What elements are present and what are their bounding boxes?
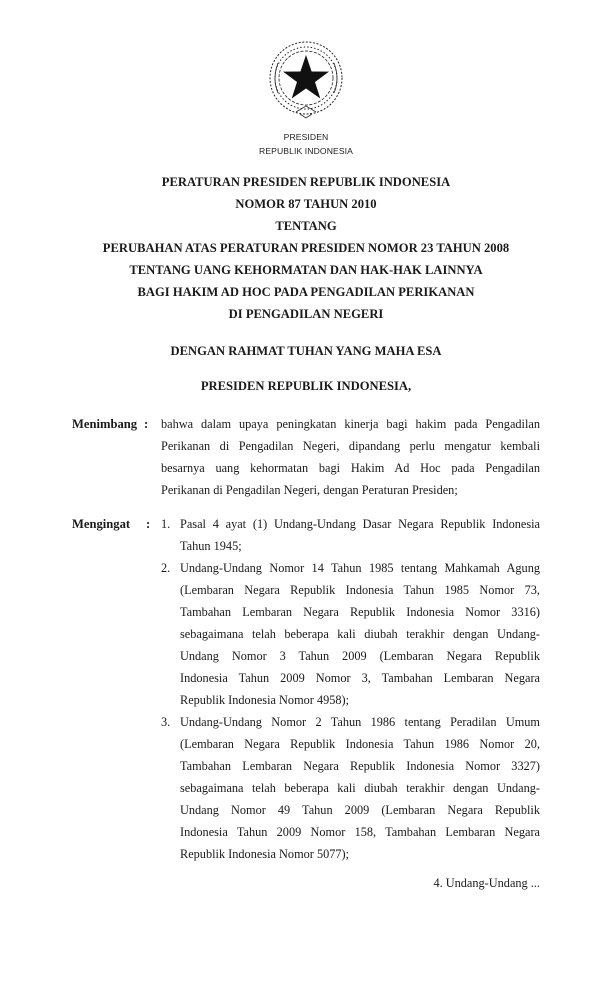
text-line: Perikanan di Pengadilan Negeri, dengan Peraturan Presiden; [161, 483, 458, 497]
text-line: Undang Nomor 49 Tahun 2009 (Lembaran Negara Republik [180, 803, 540, 817]
text-line: Perikanan di Pengadilan Negeri, dipandang perlu mengatur kembali [161, 439, 540, 453]
invocation: DENGAN RAHMAT TUHAN YANG MAHA ESA [170, 344, 442, 358]
institution-line-1: PRESIDEN [283, 132, 329, 142]
text-line: Tambahan Lembaran Negara Republik Indonesia Nomor 3316) [180, 605, 540, 619]
title-line: TENTANG UANG KEHORMATAN DAN HAK-HAK LAINNYA [129, 263, 483, 277]
text-line: Undang-Undang Nomor 2 Tahun 1986 tentang Peradilan Umum [180, 715, 540, 729]
list-number: 3. [161, 715, 171, 729]
text-line: bahwa dalam upaya peningkatan kinerja bagi hakim pada Pengadilan [161, 417, 540, 431]
text-line: Pasal 4 ayat (1) Undang-Undang Dasar Negara Republik Indonesia [180, 517, 540, 531]
text-line: (Lembaran Negara Republik Indonesia Tahun 1986 Nomor 20, [180, 737, 540, 751]
text-line: Indonesia Tahun 2009 Nomor 158, Tambahan Lembaran Negara [180, 825, 540, 839]
mengingat-label: Mengingat [72, 517, 131, 531]
page-continuation: 4. Undang-Undang ... [433, 876, 540, 890]
list-number: 1. [161, 517, 171, 531]
text-line: Tahun 1945; [180, 539, 242, 553]
text-line: Undang-Undang Nomor 14 Tahun 1985 tentang Mahkamah Agung [180, 561, 540, 575]
garuda-star-emblem-icon [266, 38, 346, 122]
mengingat-colon: : [146, 517, 151, 531]
title-line: NOMOR 87 TAHUN 2010 [235, 197, 377, 211]
text-line: sebagaimana telah beberapa kali diubah terakhir dengan Undang- [180, 781, 540, 795]
text-line: Indonesia Tahun 2009 Nomor 3, Tambahan Lembaran Negara [180, 671, 540, 685]
text-line: besarnya uang kehormatan bagi Hakim Ad Hoc pada Pengadilan [161, 461, 540, 475]
title-line: PERUBAHAN ATAS PERATURAN PRESIDEN NOMOR 23 TAHUN 2008 [102, 241, 510, 255]
menimbang-label: Menimbang [72, 417, 138, 431]
issuer: PRESIDEN REPUBLIK INDONESIA, [200, 379, 412, 393]
menimbang-text [161, 413, 540, 501]
institution-line-2: REPUBLIK INDONESIA [259, 146, 353, 156]
title-line: PERATURAN PRESIDEN REPUBLIK INDONESIA [161, 175, 451, 189]
text-line: Undang Nomor 3 Tahun 2009 (Lembaran Negara Republik [180, 649, 540, 663]
title-line: TENTANG [275, 219, 337, 233]
text-line: Republik Indonesia Nomor 4958); [180, 693, 350, 707]
text-line: Tambahan Lembaran Negara Republik Indonesia Nomor 3327) [180, 759, 540, 773]
text-line: (Lembaran Negara Republik Indonesia Tahun 1985 Nomor 73, [180, 583, 540, 597]
title-line: BAGI HAKIM AD HOC PADA PENGADILAN PERIKANAN [137, 285, 475, 299]
menimbang-colon: : [144, 417, 149, 431]
title-line: DI PENGADILAN NEGERI [228, 307, 384, 321]
text-line: sebagaimana telah beberapa kali diubah terakhir dengan Undang- [180, 627, 540, 641]
text-line: Republik Indonesia Nomor 5077); [180, 847, 350, 861]
list-number: 2. [161, 561, 171, 575]
